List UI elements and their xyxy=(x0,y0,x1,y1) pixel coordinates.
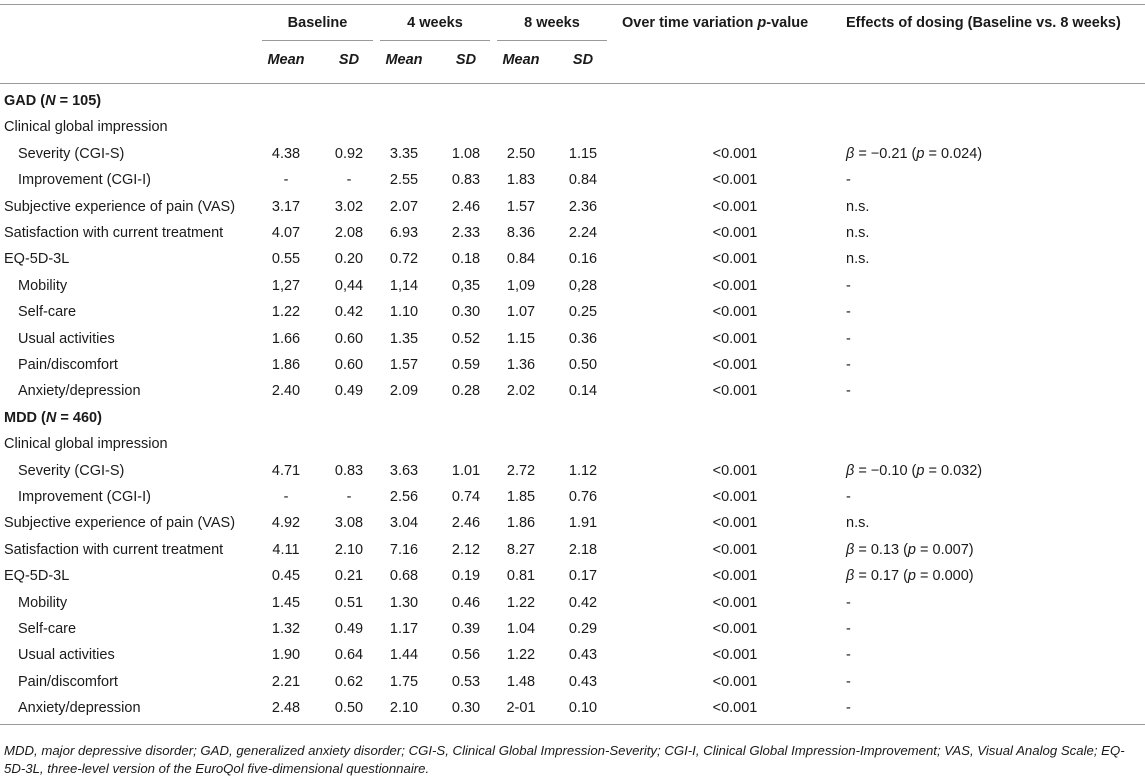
row-label: Anxiety/depression xyxy=(18,700,141,717)
row-label: Subjective experience of pain (VAS) xyxy=(4,515,236,532)
table-row xyxy=(0,431,1145,457)
week4-mean: 3.04 xyxy=(389,515,419,532)
row-label: Pain/discomfort xyxy=(18,673,118,690)
week8-mean: 1.07 xyxy=(506,304,536,321)
week4-mean: 1.10 xyxy=(389,304,419,321)
dosing-effect: - xyxy=(846,673,851,690)
pvalue: <0.001 xyxy=(712,172,758,189)
table-row xyxy=(0,273,1145,299)
top-rule xyxy=(0,4,1145,5)
baseline-sd: 2.10 xyxy=(334,541,364,558)
week4-sd: 2.46 xyxy=(451,515,481,532)
table-footnote: MDD, major depressive disorder; GAD, generalized anxiety disorder; CGI-S, Clinical Global Impression-Severity; CGI-I, Clinical Global Impression-Improvement; VAS, Visual Analog Scale; EQ-5D-3L, three-level version of the EuroQol five-dimensional questionnaire. xyxy=(4,743,1125,776)
pvalue: <0.001 xyxy=(712,357,758,373)
header-mean-4w: Mean xyxy=(385,52,423,68)
row-label: Improvement (CGI-I) xyxy=(18,489,151,505)
table-row xyxy=(0,642,1145,668)
baseline-mean: 1.66 xyxy=(271,330,301,347)
section-title-row xyxy=(0,405,1145,431)
baseline-sd: 0.62 xyxy=(334,673,364,690)
week8-sd: 1.91 xyxy=(568,515,598,532)
week4-sd: 0.53 xyxy=(451,673,481,690)
week8-mean: 0.84 xyxy=(506,251,536,268)
row-label: Satisfaction with current treatment xyxy=(4,225,224,241)
table-row xyxy=(0,378,1145,404)
week4-mean: 2.56 xyxy=(389,489,419,505)
week8-sd: 0.43 xyxy=(568,647,598,664)
baseline-mean: 4.38 xyxy=(271,145,301,162)
dosing-effect: - xyxy=(846,304,851,321)
week4-mean: 1.75 xyxy=(389,673,419,690)
week4-mean: 0.68 xyxy=(389,568,419,585)
pvalue: <0.001 xyxy=(712,145,758,162)
pvalue: <0.001 xyxy=(712,700,758,717)
header-rule xyxy=(0,83,1145,84)
table-row xyxy=(0,563,1145,589)
baseline-sd: 0.83 xyxy=(334,462,364,479)
dosing-effect: - xyxy=(846,172,851,189)
table-row xyxy=(0,167,1145,193)
baseline-mean: 1.86 xyxy=(271,357,301,373)
baseline-sd: - xyxy=(346,172,352,189)
week8-mean: 2.50 xyxy=(506,145,536,162)
week8-sd: 0.29 xyxy=(568,621,598,637)
week4-mean: 0.72 xyxy=(389,251,419,268)
week8-mean: 8.27 xyxy=(506,541,536,558)
dosing-effect: β = 0.17 (p = 0.000) xyxy=(846,568,974,585)
week8-sd: 2.36 xyxy=(568,198,598,215)
week4-sd: 0.83 xyxy=(451,172,481,189)
table-row xyxy=(0,669,1145,695)
pvalue: <0.001 xyxy=(712,383,758,400)
table-row xyxy=(0,141,1145,167)
week8-mean: 1.48 xyxy=(506,673,536,690)
baseline-sd: 0.20 xyxy=(334,251,364,268)
week8-mean: 1.36 xyxy=(506,357,536,373)
table-row xyxy=(0,326,1145,352)
week4-sd: 0.52 xyxy=(451,330,481,347)
week8-sd: 0.43 xyxy=(568,673,598,690)
week4-sd: 0.46 xyxy=(451,594,481,611)
dosing-effect: n.s. xyxy=(846,515,870,532)
table-row xyxy=(0,484,1145,510)
week8-sd: 2.18 xyxy=(568,541,598,558)
week4-mean: 1.57 xyxy=(389,357,419,373)
week4-sd: 2.12 xyxy=(451,541,481,558)
baseline-mean: 4.71 xyxy=(271,462,301,479)
dosing-effect: β = 0.13 (p = 0.007) xyxy=(846,541,974,558)
table-row xyxy=(0,114,1145,140)
header-mean-baseline: Mean xyxy=(267,52,305,68)
baseline-sd: 0.49 xyxy=(334,383,364,400)
baseline-mean: 4.07 xyxy=(271,225,301,241)
baseline-sd: 0.92 xyxy=(334,145,364,162)
week4-mean: 2.09 xyxy=(389,383,419,400)
baseline-sd: 0.49 xyxy=(334,621,364,637)
baseline-sd: 3.02 xyxy=(334,198,364,215)
header-mean-8w: Mean xyxy=(502,52,540,68)
pvalue: <0.001 xyxy=(712,489,758,505)
week8-mean: 1,09 xyxy=(506,277,536,294)
row-label: Self-care xyxy=(18,304,77,321)
week8-sd: 0.76 xyxy=(568,489,598,505)
pvalue: <0.001 xyxy=(712,198,758,215)
dosing-effect: - xyxy=(846,357,851,373)
row-label: Severity (CGI-S) xyxy=(18,145,125,162)
table-row xyxy=(0,246,1145,272)
week8-sd: 0.10 xyxy=(568,700,598,717)
week4-sd: 0.19 xyxy=(451,568,481,585)
week4-sd: 0.28 xyxy=(451,383,481,400)
week4-subrule xyxy=(380,40,490,41)
pvalue: <0.001 xyxy=(712,462,758,479)
header-sd-4w: SD xyxy=(455,52,477,68)
pvalue: <0.001 xyxy=(712,251,758,268)
table-row xyxy=(0,590,1145,616)
row-label: Satisfaction with current treatment xyxy=(4,541,224,558)
dosing-effect: - xyxy=(846,621,851,637)
baseline-mean: 2.40 xyxy=(271,383,301,400)
row-label: Usual activities xyxy=(18,330,115,347)
baseline-mean: 1.32 xyxy=(271,621,301,637)
row-label: Clinical global impression xyxy=(4,119,168,136)
bottom-rule xyxy=(0,724,1145,725)
week8-mean: 1.86 xyxy=(506,515,536,532)
week8-mean: 1.15 xyxy=(506,330,536,347)
dosing-effect: - xyxy=(846,594,851,611)
baseline-sd: 0.60 xyxy=(334,330,364,347)
table-row xyxy=(0,616,1145,642)
week4-mean: 1,14 xyxy=(389,277,419,294)
baseline-mean: 2.48 xyxy=(271,700,301,717)
table-row xyxy=(0,537,1145,563)
header-effects: Effects of dosing (Baseline vs. 8 weeks) xyxy=(846,15,1121,31)
week4-mean: 1.35 xyxy=(389,330,419,347)
week8-mean: 1.04 xyxy=(506,621,536,637)
week8-subrule xyxy=(497,40,607,41)
week4-mean: 1.17 xyxy=(389,621,419,637)
row-label: Severity (CGI-S) xyxy=(18,462,125,479)
week8-sd: 0,28 xyxy=(568,277,598,294)
baseline-sd: 3.08 xyxy=(334,515,364,532)
week4-sd: 0.74 xyxy=(451,489,481,505)
dosing-effect: β = −0.21 (p = 0.024) xyxy=(846,145,983,162)
row-label: Clinical global impression xyxy=(4,436,168,453)
baseline-mean: 0.55 xyxy=(271,251,301,268)
baseline-sd: 0.51 xyxy=(334,594,364,611)
pvalue: <0.001 xyxy=(712,304,758,321)
week8-sd: 0.14 xyxy=(568,383,598,400)
week8-mean: 1.57 xyxy=(506,198,536,215)
week4-mean: 1.30 xyxy=(389,594,419,611)
baseline-sd: 0.60 xyxy=(334,357,364,373)
header-baseline: Baseline xyxy=(287,15,348,31)
week4-sd: 0.39 xyxy=(451,621,481,637)
baseline-mean: 2.21 xyxy=(271,673,301,690)
pvalue: <0.001 xyxy=(712,515,758,532)
table-row xyxy=(0,510,1145,536)
baseline-sd: - xyxy=(346,489,352,505)
baseline-mean: 4.92 xyxy=(271,515,301,532)
row-label: Mobility xyxy=(18,277,68,294)
row-label: Improvement (CGI-I) xyxy=(18,172,151,189)
week8-mean: 2-01 xyxy=(506,700,536,717)
baseline-mean: 0.45 xyxy=(271,568,301,585)
dosing-effect: - xyxy=(846,700,851,717)
baseline-sd: 0.42 xyxy=(334,304,364,321)
dosing-effect: n.s. xyxy=(846,225,870,241)
week8-sd: 0.84 xyxy=(568,172,598,189)
section-title: GAD (N = 105) xyxy=(4,93,102,109)
baseline-sd: 0.21 xyxy=(334,568,364,585)
week4-sd: 0.30 xyxy=(451,700,481,717)
pvalue: <0.001 xyxy=(712,647,758,664)
week8-mean: 2.72 xyxy=(506,462,536,479)
week8-sd: 0.25 xyxy=(568,304,598,321)
week4-sd: 2.46 xyxy=(451,198,481,215)
pvalue: <0.001 xyxy=(712,225,758,241)
pvalue: <0.001 xyxy=(712,673,758,690)
table-row xyxy=(0,299,1145,325)
pvalue: <0.001 xyxy=(712,541,758,558)
week4-sd: 2.33 xyxy=(451,225,481,241)
header-8-weeks: 8 weeks xyxy=(524,15,580,31)
week8-mean: 8.36 xyxy=(506,225,536,241)
week8-sd: 0.50 xyxy=(568,357,598,373)
header-pvalue: Over time variation p-value xyxy=(622,15,809,31)
dosing-effect: - xyxy=(846,277,851,294)
week8-mean: 1.22 xyxy=(506,647,536,664)
dosing-effect: β = −0.10 (p = 0.032) xyxy=(846,462,983,479)
baseline-mean: 1.45 xyxy=(271,594,301,611)
week4-sd: 0.30 xyxy=(451,304,481,321)
week4-sd: 1.08 xyxy=(451,145,481,162)
dosing-effect: - xyxy=(846,330,851,347)
row-label: Pain/discomfort xyxy=(18,357,118,373)
week8-mean: 1.83 xyxy=(506,172,536,189)
week4-mean: 7.16 xyxy=(389,541,419,558)
week4-mean: 2.55 xyxy=(389,172,419,189)
table-row xyxy=(0,220,1145,246)
week4-mean: 6.93 xyxy=(389,225,419,241)
baseline-mean: 1,27 xyxy=(271,277,301,294)
dosing-effect: - xyxy=(846,489,851,505)
week4-sd: 0,35 xyxy=(451,277,481,294)
pvalue: <0.001 xyxy=(712,330,758,347)
week4-sd: 1.01 xyxy=(451,462,481,479)
baseline-sd: 0.50 xyxy=(334,700,364,717)
baseline-sd: 2.08 xyxy=(334,225,364,241)
week8-sd: 1.15 xyxy=(568,145,598,162)
dosing-effect: - xyxy=(846,647,851,664)
week8-sd: 0.36 xyxy=(568,330,598,347)
week8-mean: 0.81 xyxy=(506,568,536,585)
table-row xyxy=(0,352,1145,378)
week8-mean: 1.85 xyxy=(506,489,536,505)
week4-mean: 2.07 xyxy=(389,198,419,215)
header-sd-8w: SD xyxy=(572,52,594,68)
week4-mean: 3.63 xyxy=(389,462,419,479)
week4-mean: 2.10 xyxy=(389,700,419,717)
week8-sd: 1.12 xyxy=(568,462,598,479)
row-label: Mobility xyxy=(18,594,68,611)
baseline-mean: - xyxy=(283,489,289,505)
week4-mean: 1.44 xyxy=(389,647,419,664)
week4-sd: 0.59 xyxy=(451,357,481,373)
week4-mean: 3.35 xyxy=(389,145,419,162)
week8-sd: 2.24 xyxy=(568,225,598,241)
baseline-sd: 0.64 xyxy=(334,647,364,664)
dosing-effect: n.s. xyxy=(846,198,870,215)
pvalue: <0.001 xyxy=(712,277,758,294)
baseline-subrule xyxy=(262,40,373,41)
dosing-effect: n.s. xyxy=(846,251,870,268)
week8-sd: 0.16 xyxy=(568,251,598,268)
header-4-weeks: 4 weeks xyxy=(407,15,463,31)
week4-sd: 0.56 xyxy=(451,647,481,664)
week4-sd: 0.18 xyxy=(451,251,481,268)
row-label: Self-care xyxy=(18,621,77,637)
baseline-mean: 1.22 xyxy=(271,304,301,321)
row-label: Anxiety/depression xyxy=(18,383,141,400)
week8-sd: 0.42 xyxy=(568,594,598,611)
section-title-row xyxy=(0,88,1145,114)
row-label: Subjective experience of pain (VAS) xyxy=(4,198,236,215)
baseline-mean: 4.11 xyxy=(272,541,300,558)
pvalue: <0.001 xyxy=(712,568,758,585)
pvalue: <0.001 xyxy=(712,594,758,611)
row-label: EQ-5D-3L xyxy=(4,251,70,268)
row-label: Usual activities xyxy=(18,647,115,664)
week8-mean: 2.02 xyxy=(506,383,536,400)
week8-mean: 1.22 xyxy=(506,594,536,611)
table-row xyxy=(0,695,1145,721)
week8-sd: 0.17 xyxy=(568,568,598,585)
baseline-mean: 3.17 xyxy=(271,198,301,215)
table-row xyxy=(0,458,1145,484)
header-sd-baseline: SD xyxy=(338,52,360,68)
dosing-effect: - xyxy=(846,383,851,400)
baseline-sd: 0,44 xyxy=(334,277,364,294)
table-row xyxy=(0,194,1145,220)
baseline-mean: 1.90 xyxy=(271,647,301,664)
pvalue: <0.001 xyxy=(712,621,758,637)
row-label: EQ-5D-3L xyxy=(4,568,70,585)
baseline-mean: - xyxy=(283,172,289,189)
section-title: MDD (N = 460) xyxy=(4,409,102,426)
